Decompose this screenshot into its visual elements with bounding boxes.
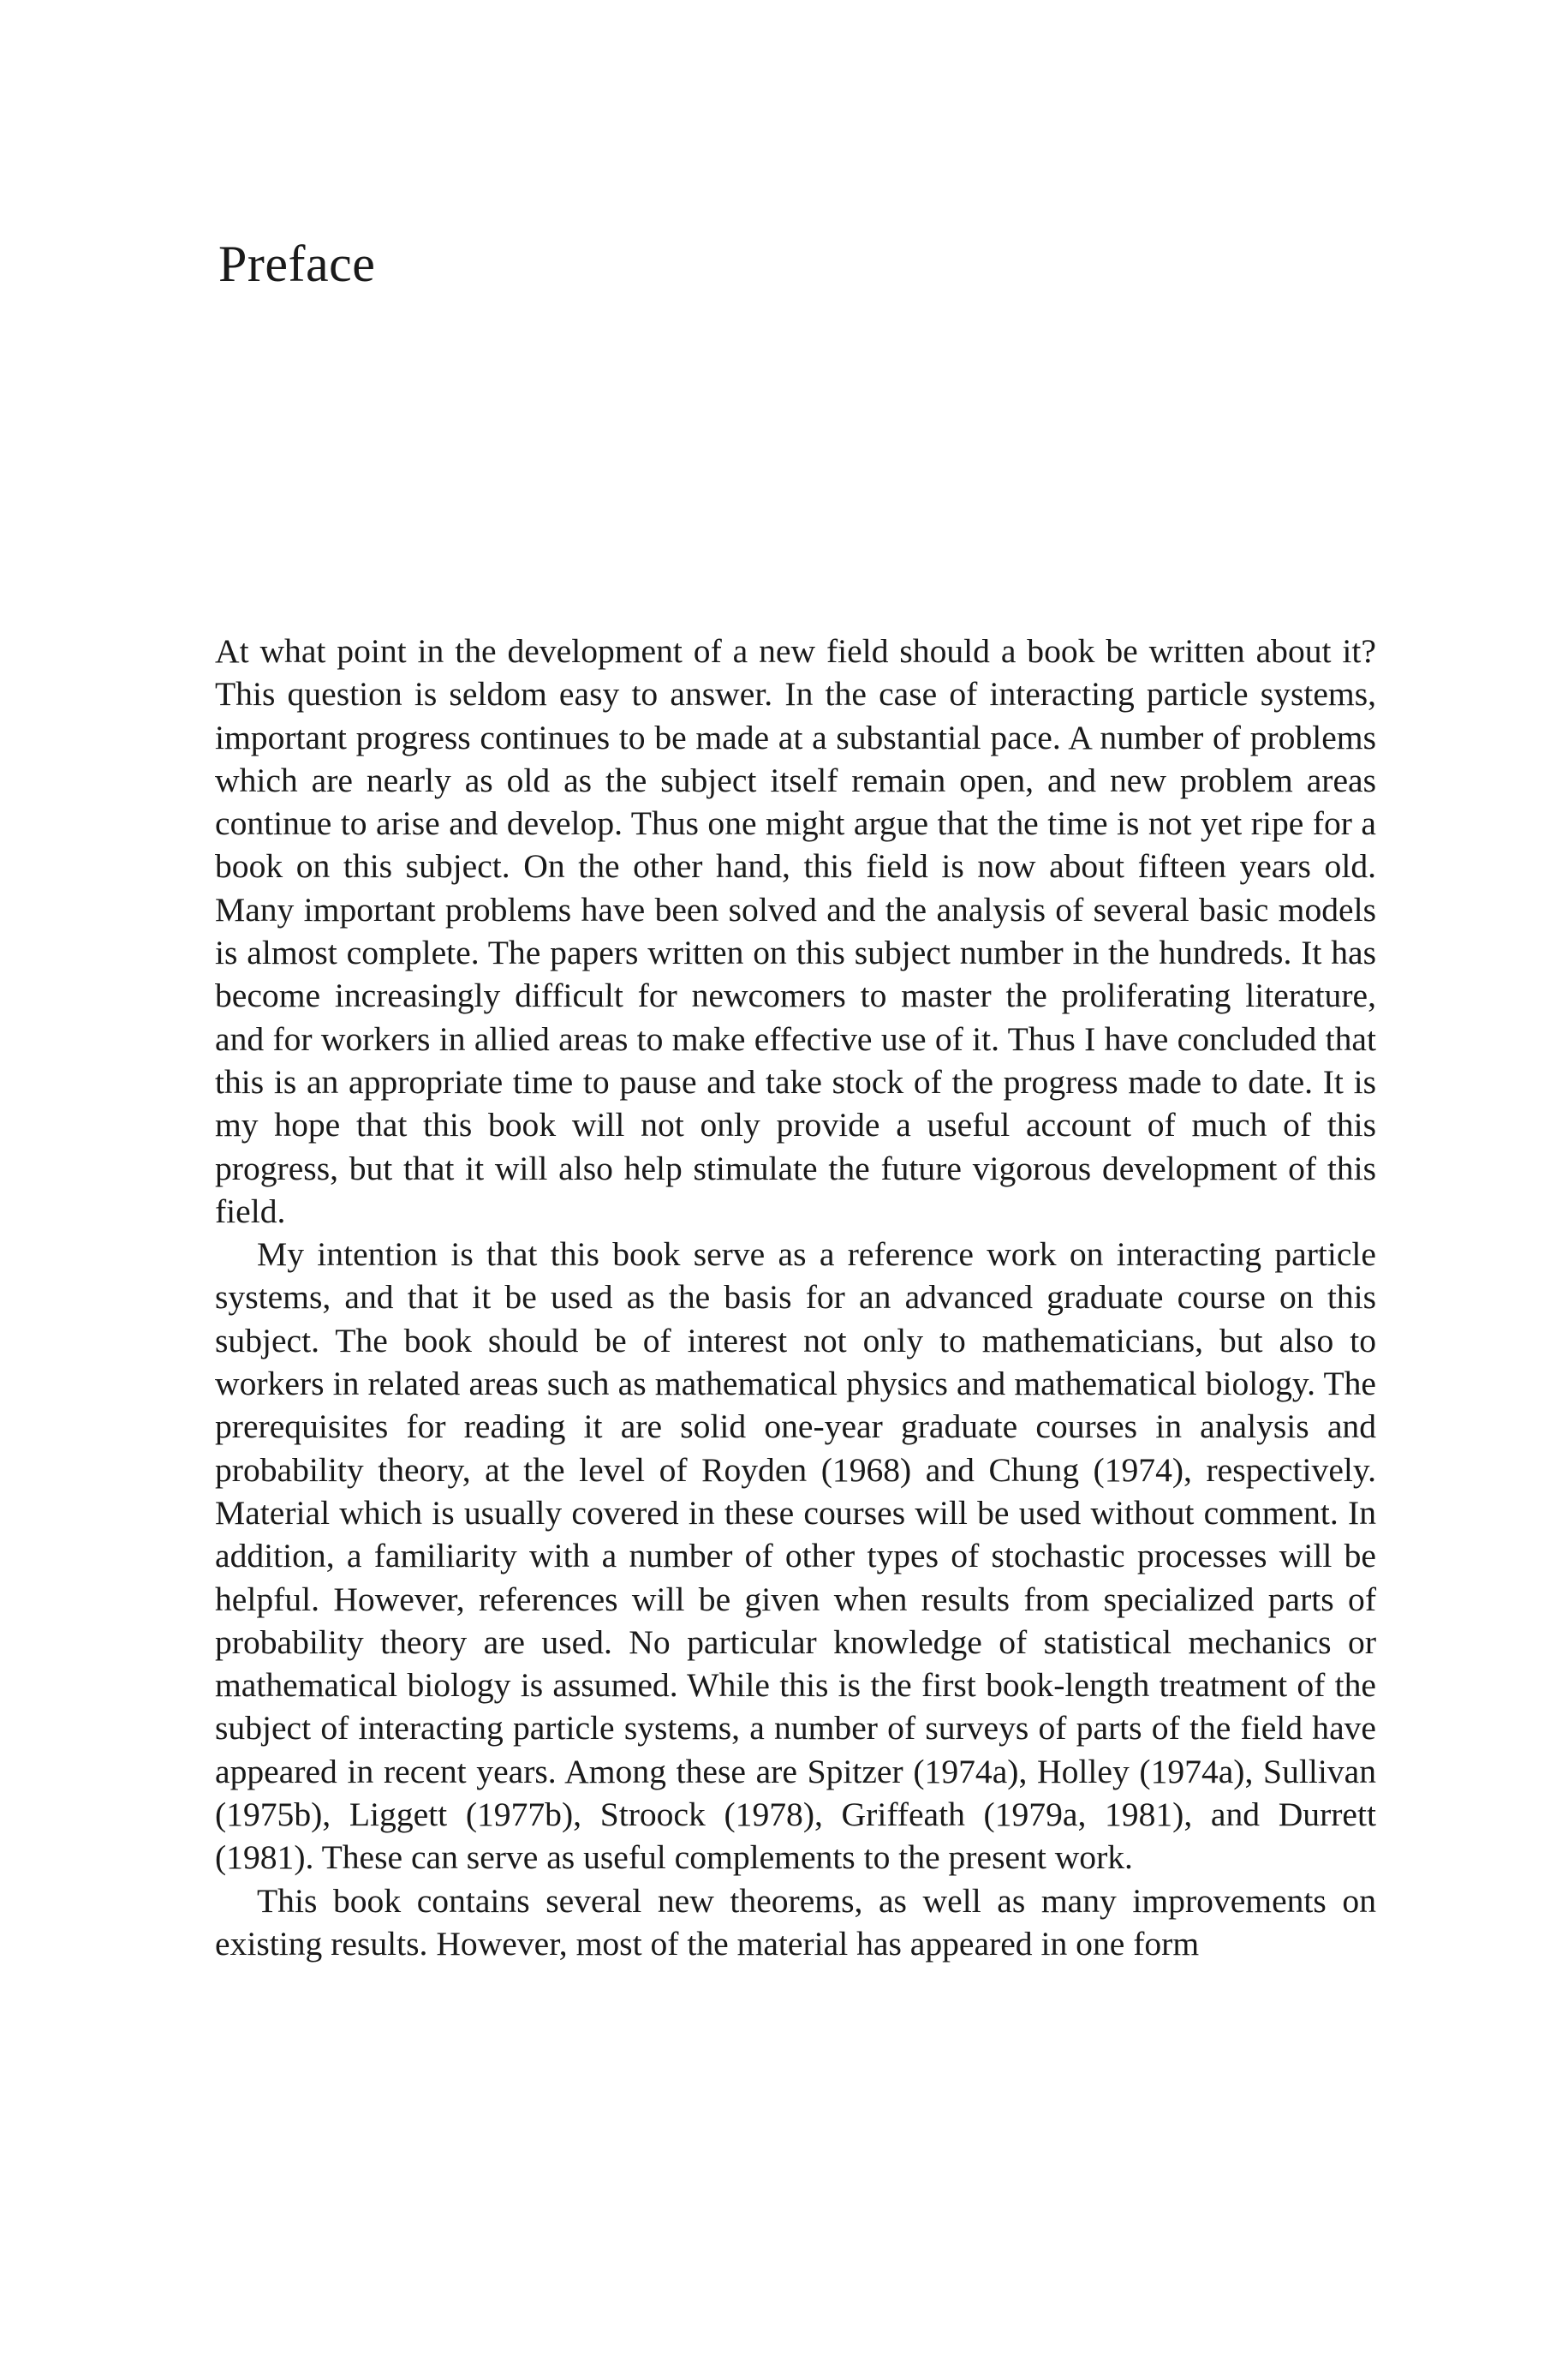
paragraph-3: This book contains several new theorems, as well as many improvements on existing results. However, most of the material has appeared in one form	[215, 1881, 1376, 1963]
page-title: Preface	[218, 236, 376, 292]
paragraph-1: At what point in the development of a new field should a book be written about it? This question is seldom easy to answer. In the case of interacting particle systems, important progress continues to be made at a substantial pace. A number of problems which are nearly as old as the subject itself remain open, and new problem areas continue to arise and develop. Thus one might argue that the time is not yet ripe for a book on this subject. On the other hand, this field is now about fifteen years old. Many important problems have been solved and the analysis of several basic models is almost complete. The papers written on this subject number in the hundreds. It has become increasingly difficult for newcomers to master the proliferating literature, and for workers in allied areas to make effective use of it. Thus I have concluded that this is an appropriate time to pause and take stock of the progress made to date. It is my hope that this book will not only provide a useful account of much of this progress, but that it will also help stimulate the future vigorous development of this field.	[215, 632, 1376, 1230]
paragraph-2: My intention is that this book serve as a reference work on interacting particle systems, and that it be used as the basis for an advanced graduate course on this subject. The book should be of interest not only to mathematicians, but also to workers in related areas such as mathematical physics and mathematical biology. The prerequisites for reading it are solid one-year graduate courses in analysis and probability theory, at the level of Royden (1968) and Chung (1974), respectively. Material which is usually covered in these courses will be used without comment. In addition, a familiarity with a number of other types of stochastic processes will be helpful. However, references will be given when results from specialized parts of probability theory are used. No particular knowledge of statistical mechanics or mathematical biology is assumed. While this is the first book-length treatment of the subject of interacting particle systems, a number of surveys of parts of the field have appeared in recent years. Among these are Spitzer (1974a), Holley (1974a), Sullivan (1975b), Liggett (1977b), Stroock (1978), Griffeath (1979a, 1981), and Durrett (1981). These can serve as useful complements to the present work.	[215, 1235, 1376, 1877]
preface-body	[215, 630, 1376, 1965]
